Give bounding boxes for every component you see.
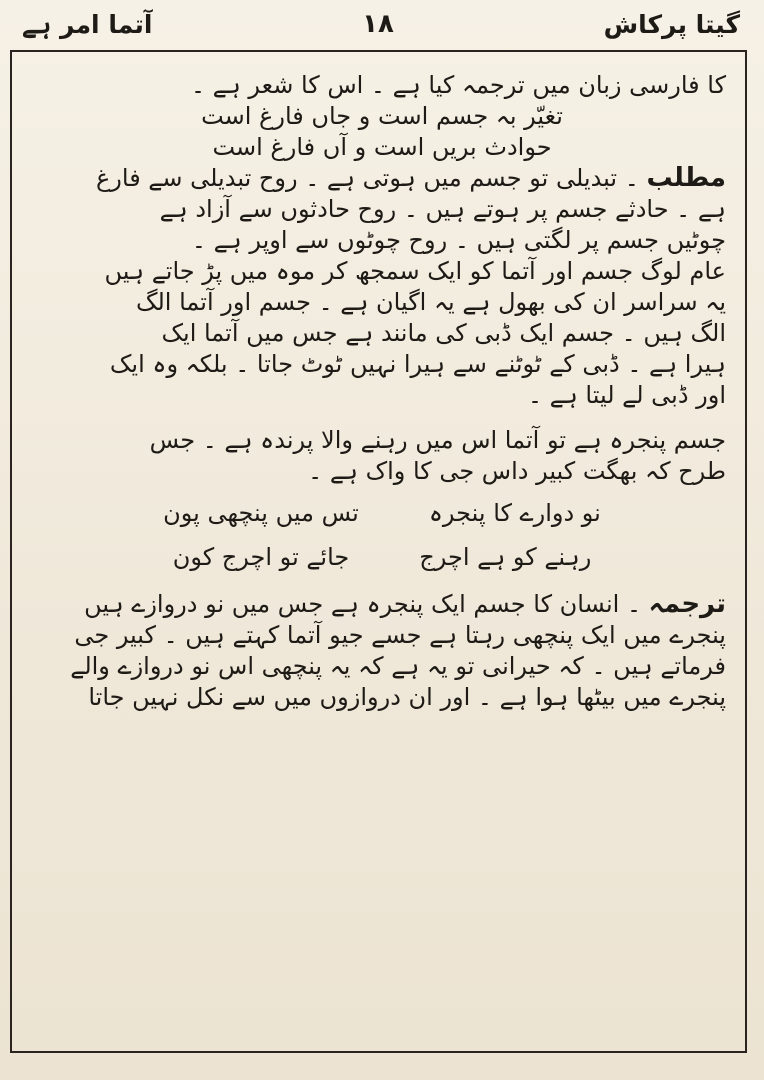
page-body	[34, 70, 730, 713]
paragraph-line: ہے ۔ حادثے جسم پر ہوتے ہیں ۔ روح حادثوں سے آزاد ہے	[159, 195, 726, 223]
persian-verse-1: تغیّر بہ جسم است و جاں فارغ است	[201, 102, 563, 130]
couplet-half: نو دوارے کا پنجرہ	[428, 499, 601, 527]
meaning-text: ۔ تبدیلی تو جسم میں ہوتی ہے ۔ روح تبدیلی سے فارغ	[95, 164, 639, 192]
paragraph-line: جسم پنجرہ ہے تو آتما اس میں رہنے والا پرندہ ہے ۔ جس	[149, 426, 726, 454]
paragraph-line: چوٹیں جسم پر لگتی ہیں ۔ روح چوٹوں سے اوپر ہے ۔	[191, 226, 726, 254]
couplet-half: تس میں پنچھی پون	[163, 499, 359, 527]
translation-label: ترجمہ	[648, 589, 726, 619]
paragraph-line: الگ ہیں ۔ جسم ایک ڈبی کی مانند ہے جس میں آتما ایک	[161, 319, 726, 347]
paragraph-line: اور ڈبی لے لیتا ہے ۔	[527, 381, 726, 409]
kabir-couplet-line-2	[34, 539, 730, 575]
paragraph-line: عام لوگ جسم اور آتما کو ایک سمجھ کر موہ میں پڑ جاتے ہیں	[104, 257, 726, 285]
translation-text: ۔ انسان کا جسم ایک پنجرہ ہے جس میں نو دروازے ہیں	[84, 590, 642, 618]
paragraph-line: طرح کہ بھگت کبیر داس جی کا واک ہے ۔	[308, 457, 726, 485]
intro-line: کا فارسی زبان میں ترجمہ کیا ہے ۔ اس کا شعر ہے ۔	[190, 71, 726, 99]
persian-verse-2: حوادث بریں است و آں فارغ است	[212, 133, 552, 161]
meaning-label: مطلب	[646, 163, 726, 193]
paragraph-line: پنجرے میں ایک پنچھی رہتا ہے جسے جیو آتما کہتے ہیں ۔ کبیر جی	[74, 621, 726, 649]
paragraph-line: فرماتے ہیں ۔ کہ حیرانی تو یہ ہے کہ یہ پنچھی اس نو دروازے والے	[70, 652, 726, 680]
kabir-couplet-line-1	[34, 495, 730, 531]
chapter-heading: آتما امر ہے	[22, 9, 153, 39]
paragraph-line: پنجرے میں بیٹھا ہوا ہے ۔ اور ان دروازوں میں سے نکل نہیں جاتا	[88, 683, 726, 711]
couplet-half: جائے تو اچرج کون	[172, 543, 350, 571]
paragraph-line: ہیرا ہے ۔ ڈبی کے ٹوٹنے سے ہیرا نہیں ٹوٹ جاتا ۔ بلکہ وہ ایک	[109, 350, 726, 378]
paragraph-line: یہ سراسر ان کی بھول ہے یہ اگیان ہے ۔ جسم اور آتما الگ	[136, 288, 726, 316]
page-header	[22, 6, 740, 42]
book-title: گیتا پرکاش	[603, 9, 740, 39]
meaning-line-1	[34, 163, 730, 194]
couplet-half: رہنے کو ہے اچرج	[419, 543, 592, 571]
page-number: ۱۸	[362, 9, 394, 39]
translation-line-1	[34, 589, 730, 620]
